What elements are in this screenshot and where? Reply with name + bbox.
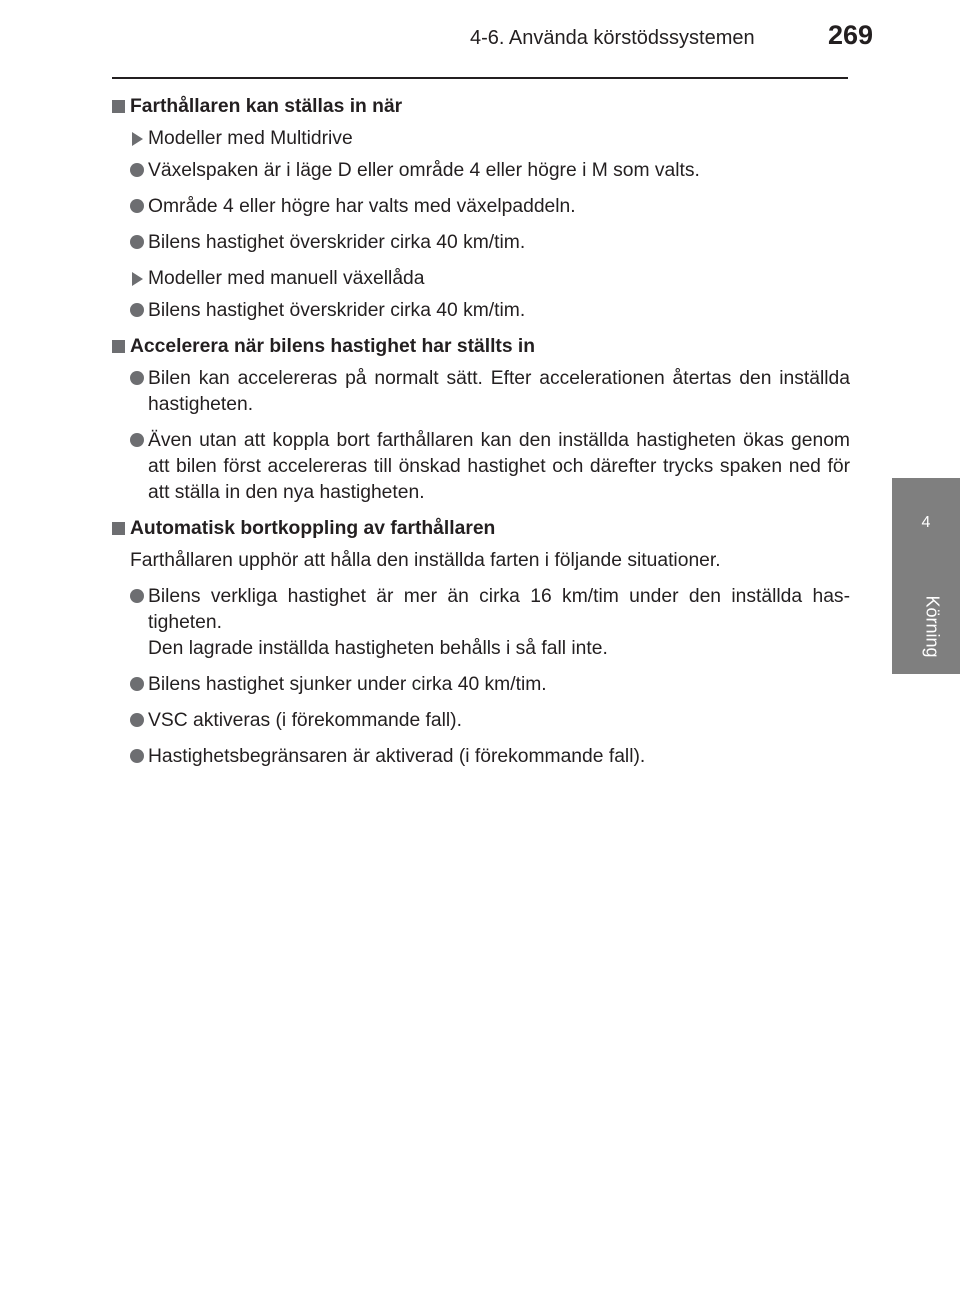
square-bullet-icon [112,522,125,535]
triangle-marker-icon [132,272,143,286]
list-item [112,366,850,418]
circle-bullet-icon [130,433,144,447]
section-heading [112,334,850,360]
circle-bullet-icon [130,713,144,727]
circle-bullet-icon [130,199,144,213]
circle-bullet-icon [130,235,144,249]
circle-bullet-icon [130,589,144,603]
model-subheading [112,126,850,152]
list-item-text: Växelspaken är i läge D eller område 4 eller högre i M som valts. [148,160,700,181]
section-heading [112,516,850,542]
list-item-text: Område 4 eller högre har valts med växelpaddeln. [148,196,576,217]
heading-text: Automatisk bortkoppling av farthållaren [130,518,496,539]
heading-text: Accelerera när bilens hastighet har ställts in [130,336,536,357]
list-item-text: Bilens hastighet överskrider cirka 40 km/tim. [148,300,526,321]
section-intro: Farthållaren upphör att hålla den inställda farten i följande situationer. [130,550,721,571]
chapter-label: Körning [922,595,943,658]
square-bullet-icon [112,100,125,113]
circle-bullet-icon [130,303,144,317]
heading-text: Farthållaren kan ställas in när [130,96,403,117]
triangle-marker-icon [132,132,143,146]
circle-bullet-icon [130,163,144,177]
list-item [112,194,850,220]
list-item [112,672,850,698]
model-subheading [112,266,850,292]
header-divider [112,77,848,79]
list-item-note: Den lagrade inställda hastigheten behålls i så fall inte. [148,638,608,659]
list-item-text: VSC aktiveras (i förekommande fall). [148,710,462,731]
page-content [112,94,850,780]
list-item [112,298,850,324]
section-heading [112,94,850,120]
list-item-text: Bilen kan accelereras på normalt sätt. Efter accelerationen återtas den inställda hastigheten. [148,368,850,415]
list-item [112,744,850,770]
circle-bullet-icon [130,371,144,385]
square-bullet-icon [112,340,125,353]
circle-bullet-icon [130,749,144,763]
page-number: 269 [828,20,874,50]
circle-bullet-icon [130,677,144,691]
list-item-text: Bilens hastighet sjunker under cirka 40 km/tim. [148,674,547,695]
list-item-text: Bilens hastighet överskrider cirka 40 km/tim. [148,232,526,253]
page-header [0,0,960,70]
chapter-tab[interactable] [892,478,960,674]
model-text: Modeller med manuell växellåda [148,268,425,289]
section-title: 4-6. Använda körstödssystemen [470,27,755,49]
list-item-text: Hastighetsbegränsaren är aktiverad (i förekommande fall). [148,746,646,767]
model-text: Modeller med Multidrive [148,128,353,149]
list-item [112,428,850,506]
chapter-number: 4 [921,514,931,531]
list-item [112,708,850,734]
list-item [112,158,850,184]
list-item [112,584,850,662]
list-item [112,230,850,256]
list-item-text: Även utan att koppla bort farthållaren kan den inställda hastigheten ökas genom att bilen först accelereras till önskad hastighet och därefter trycks spaken ned för att ställa in den nya hastigheten. [148,430,850,503]
list-item-text: Bilens verkliga hastighet är mer än cirka 16 km/tim under den inställda has-tigheten. [148,586,850,633]
